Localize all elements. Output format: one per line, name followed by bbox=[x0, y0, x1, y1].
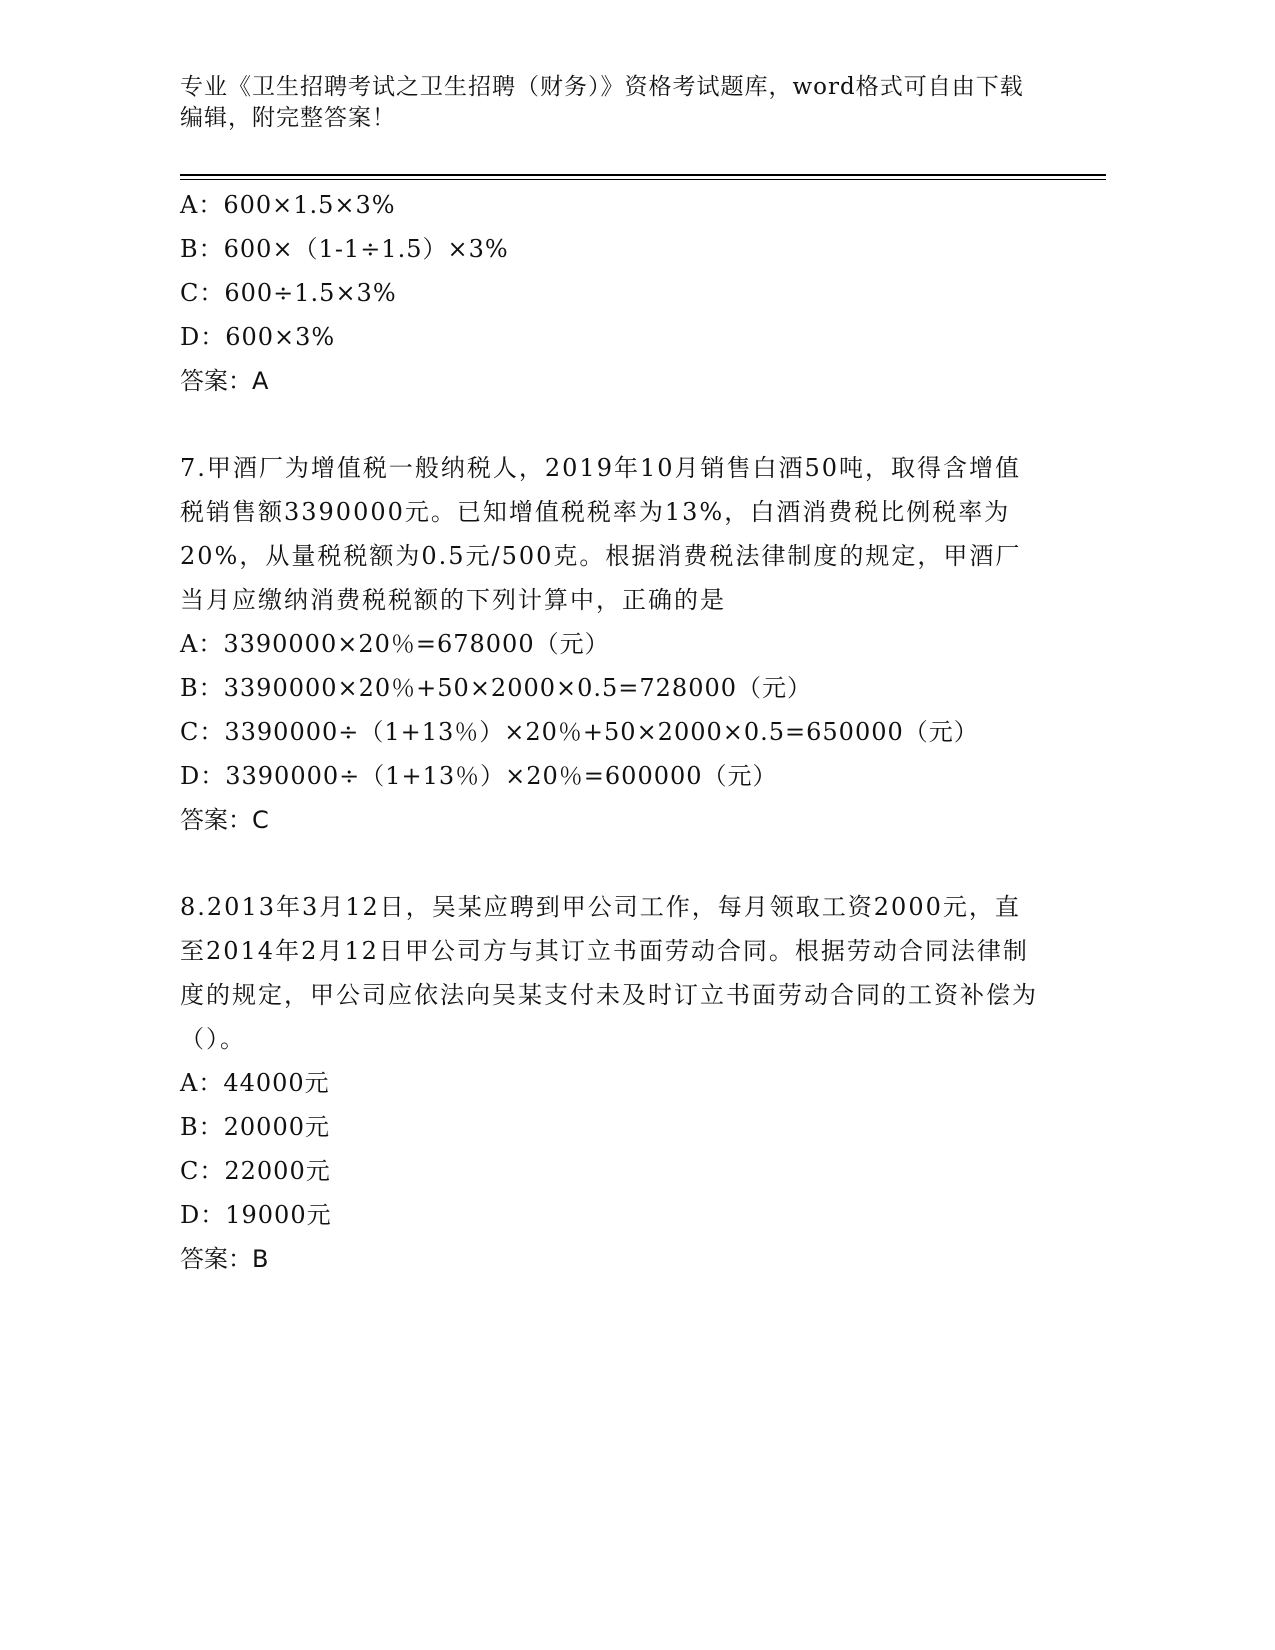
header-line-1: 专业《卫生招聘考试之卫生招聘（财务）》资格考试题库，word格式可自由下载 bbox=[180, 74, 1024, 100]
answer-label: 答案：C bbox=[180, 806, 269, 834]
question-text: 8.2013年3月12日，吴某应聘到甲公司工作，每月领取工资2000元，直至2014年2月12日甲公司方与其订立书面劳动合同。根据劳动合同法律制度的规定，甲公司应依法向吴某支付未及时订立书面劳动合同的工资补偿为（）。 bbox=[180, 893, 1038, 1053]
option-b: B：600×（1-1÷1.5）×3% bbox=[180, 235, 509, 263]
header-line-2: 编辑，附完整答案！ bbox=[180, 105, 396, 131]
header-divider-thin bbox=[180, 179, 1106, 180]
answer-label: 答案：A bbox=[180, 367, 269, 395]
question-8-block bbox=[180, 885, 1040, 1281]
option-d: D：19000元 bbox=[180, 1201, 332, 1229]
question-7-block bbox=[180, 446, 1040, 842]
question-6-block bbox=[180, 183, 1040, 403]
option-d: D：600×3% bbox=[180, 323, 336, 351]
option-c: C：3390000÷（1+13％）×20％+50×2000×0.5=650000（元） bbox=[180, 718, 979, 746]
option-b: B：20000元 bbox=[180, 1113, 330, 1141]
option-c: C：600÷1.5×3% bbox=[180, 279, 397, 307]
option-b: B：3390000×20％+50×2000×0.5=728000（元） bbox=[180, 674, 813, 702]
question-content bbox=[180, 183, 1040, 1281]
option-a: A：44000元 bbox=[180, 1069, 330, 1097]
option-d: D：3390000÷（1+13％）×20％=600000（元） bbox=[180, 762, 778, 790]
option-a: A：3390000×20％=678000（元） bbox=[180, 630, 610, 658]
option-c: C：22000元 bbox=[180, 1157, 331, 1185]
document-header bbox=[180, 72, 1040, 134]
answer-label: 答案：B bbox=[180, 1245, 269, 1273]
question-text: 7.甲酒厂为增值税一般纳税人，2019年10月销售白酒50吨，取得含增值税销售额3390000元。已知增值税税率为13%，白酒消费税比例税率为20%，从量税税额为0.5元/500克。根据消费税法律制度的规定，甲酒厂当月应缴纳消费税税额的下列计算中，正确的是 bbox=[180, 454, 1022, 614]
option-a: A：600×1.5×3% bbox=[180, 191, 396, 219]
header-divider-thick bbox=[180, 174, 1106, 176]
